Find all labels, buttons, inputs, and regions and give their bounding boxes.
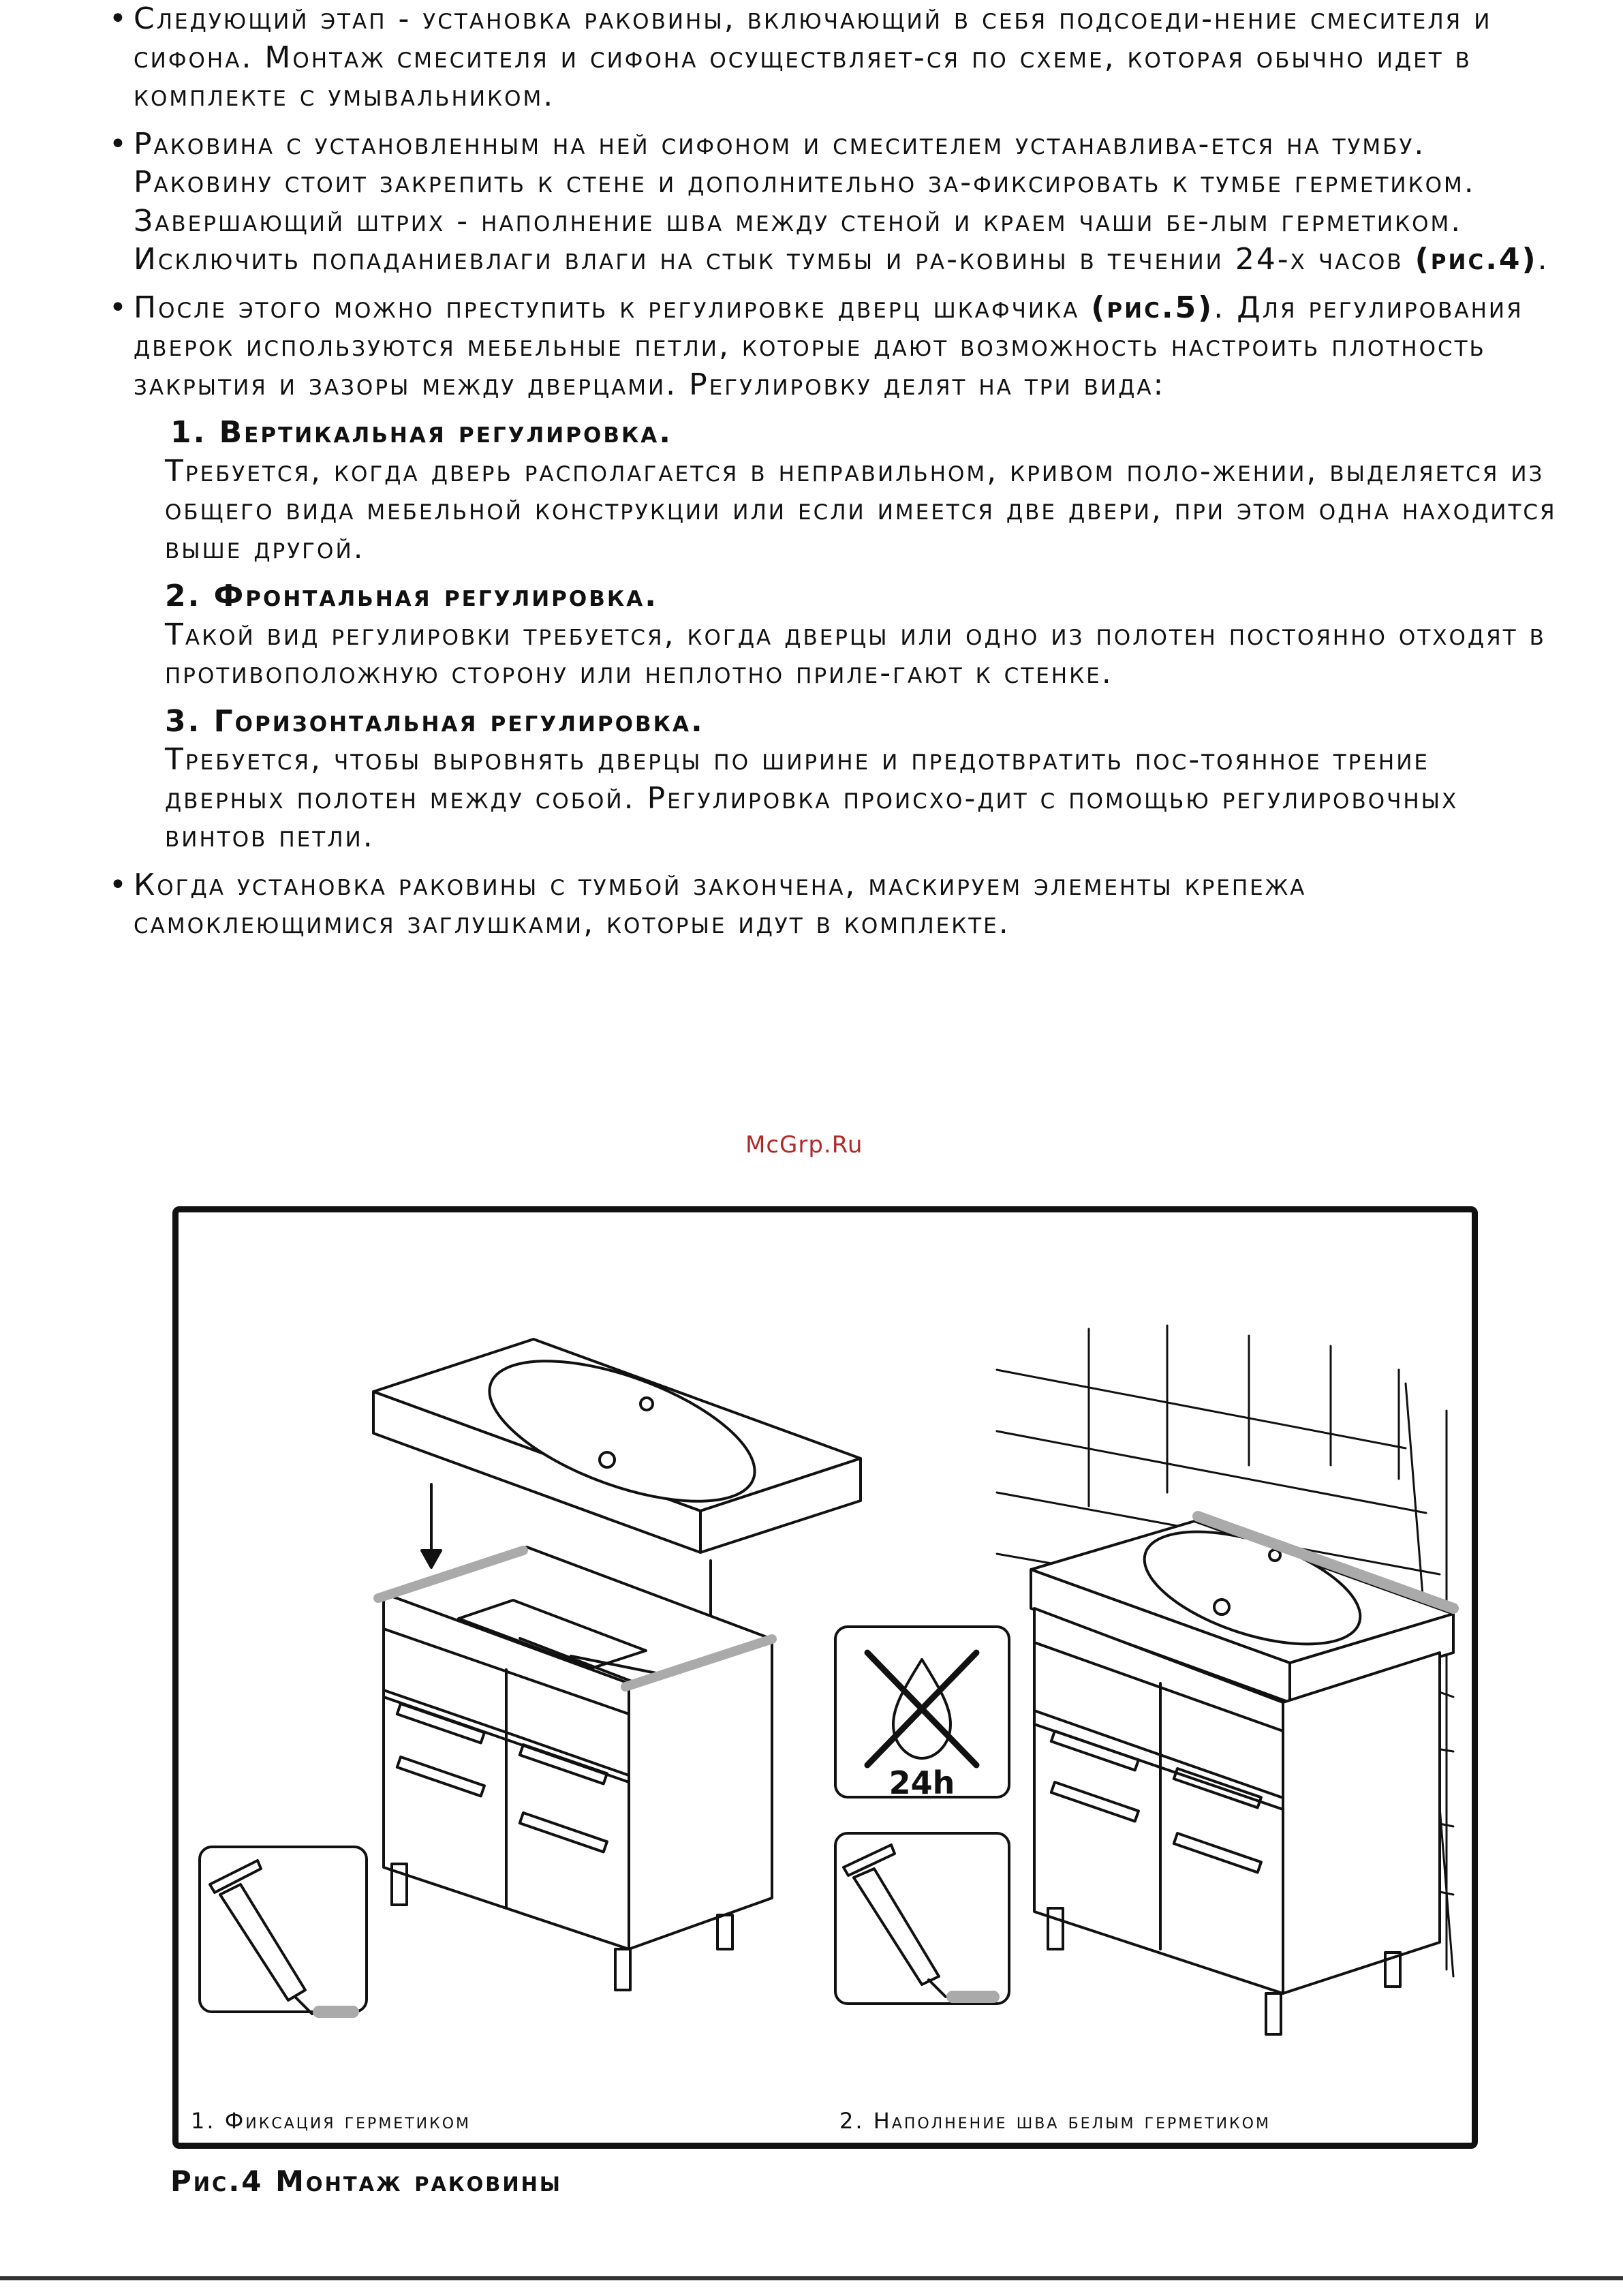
figure-ref-4: (рис.4)	[1415, 242, 1538, 277]
paragraph-door-adjust-text: После этого можно преступить к регулировке дверц шкафчика	[134, 290, 1092, 325]
sink-installation-illustration	[172, 1206, 1478, 2149]
paragraph-door-adjust: • После этого можно преступить к регулировке дверц шкафчика (рис.5). Для регулирования дверок используются мебельные петли, которые дают возможность настроить плотность закрытия и зазоры между дверцами. Регулировку делят на три вида:	[109, 289, 1560, 405]
sealant-gun-icon-2	[835, 1833, 1009, 2004]
section-horizontal-title-text: 3. Горизонтальная регулировка	[165, 703, 691, 739]
section-vertical-title: 1. Вертикальная регулировка.	[170, 415, 673, 450]
section-frontal-title-text: 2. Фронтальная регулировка	[165, 579, 645, 613]
caption-left: 1. Фиксация герметиком	[191, 2108, 472, 2134]
watermark: McGrp.Ru	[745, 1131, 863, 1159]
badge-24h: 24h	[888, 1764, 955, 1801]
paragraph-sink-install: • Следующий этап - установка раковины, включающий в себя подсоеди-нение смесителя и сифона. Монтаж смесителя и сифона осуществляет-ся по схеме, которая обычно идет в комплекте с умывальником.	[109, 0, 1560, 116]
page-bottom-rule	[0, 2276, 1623, 2280]
instruction-text	[109, 0, 1560, 943]
section-horizontal-body: Требуется, чтобы выровнять дверцы по ширине и предотвратить пос-тоянное трение дверных полотен между собой. Регулировка происхо-дит с помощью регулировочных винтов петли.	[165, 742, 1459, 854]
figure-ref-5: (рис.5)	[1091, 290, 1214, 325]
section-frontal-title: 2. Фронтальная регулировка.	[165, 579, 658, 613]
caption-right: 2. Наполнение шва белым герметиком	[839, 2108, 1271, 2134]
section-horizontal-title: 3. Горизонтальная регулировка.	[165, 703, 705, 739]
sink-top-left	[373, 1332, 861, 1552]
paragraph-door-adjust-rest: Для регулирования дверок используются мебельные петли, которые дают возможность настроить плотность закрытия и зазоры между дверцами. Регулировку делят на три вида:	[134, 290, 1524, 402]
paragraph-masking: • Когда установка раковины с тумбой закончена, маскируем элементы крепежа самоклеющимися заглушками, которые идут в комплекте.	[109, 866, 1560, 943]
sealant-gun-icon	[200, 1847, 367, 2014]
paragraph-finishing-text: Завершающий штрих - наполнение шва между стеной и краем чаши бе-лым герметиком. Исключить попаданиевлаги влаги на стык тумбы и ра-ковины в течении 24-х часов	[134, 203, 1463, 277]
figure-title: Рис.4 Монтаж раковины	[170, 2164, 562, 2198]
paragraph-sink-mount: • Раковина с установленным на ней сифоном и смесителем устанавлива-ется на тумбу. Раковину стоит закрепить к стене и дополнительно за-фиксировать к тумбе герметиком.	[109, 125, 1560, 202]
section-vertical-title-text: 1. Вертикальная регулировка	[170, 415, 660, 450]
section-frontal-body: Такой вид регулировки требуется, когда дверцы или одно из полотен постоянно отходят в противоположную сторону или неплотно приле-гают к стенке.	[165, 617, 1546, 690]
vanity-cabinet-left	[384, 1547, 772, 1990]
section-vertical-body: Требуется, когда дверь располагается в неправильном, кривом поло-жении, выделяется из общего вида мебельной конструкции или если имеется две двери, при этом одна находится выше другой.	[165, 453, 1557, 566]
paragraph-finishing: Завершающий штрих - наполнение шва между стеной и краем чаши бе-лым герметиком. Исключить попаданиевлаги влаги на стык тумбы и ра-ковины в течении 24-х часов (рис.4).	[134, 203, 1549, 277]
